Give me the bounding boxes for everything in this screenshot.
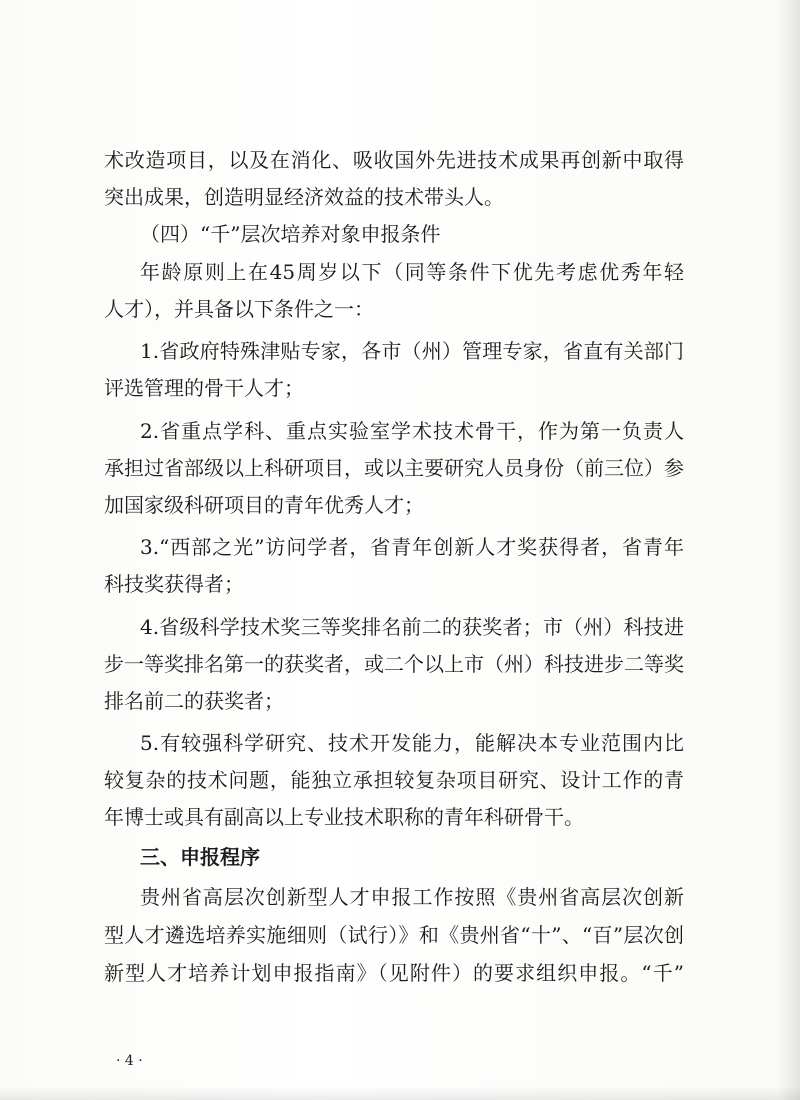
body-line: 排名前二的获奖者；: [104, 689, 284, 713]
page-edge-shadow: [778, 0, 800, 1100]
body-line: 人才），并具备以下条件之一：: [104, 297, 374, 321]
body-line: 突出成果，创造明显经济效益的技术带头人。: [104, 185, 504, 209]
list-item-1: 1.省政府特殊津贴专家，各市（州）管理专家，省直有关部门: [140, 339, 684, 363]
body-line: 加国家级科研项目的青年优秀人才；: [104, 493, 424, 517]
page-bottom-shadow: [0, 1086, 800, 1100]
list-item-4: 4.省级科学技术奖三等奖排名前二的获奖者；市（州）科技进: [140, 615, 684, 639]
section-heading: （四）“千”层次培养对象申报条件: [140, 222, 441, 246]
body-line: 年博士或具有副高以上专业技术职称的青年科研骨干。: [104, 805, 584, 829]
list-item-5: 5.有较强科学研究、技术开发能力，能解决本专业范围内比: [140, 731, 684, 755]
body-line: 年龄原则上在45周岁以下（同等条件下优先考虑优秀年轻: [140, 260, 684, 284]
body-line: 新型人才培养计划申报指南》（见附件）的要求组织申报。“千”: [104, 961, 684, 985]
body-line: 承担过省部级以上科研项目，或以主要研究人员身份（前三位）参: [104, 456, 684, 480]
section-heading-procedure: 三、申报程序: [140, 845, 260, 869]
page-number: · 4 ·: [116, 1053, 143, 1069]
list-item-2: 2.省重点学科、重点实验室学术技术骨干，作为第一负责人: [140, 419, 684, 443]
body-line: 科技奖获得者；: [104, 572, 244, 596]
body-line: 贵州省高层次创新型人才申报工作按照《贵州省高层次创新: [140, 885, 684, 909]
body-line: 术改造项目，以及在消化、吸收国外先进技术成果再创新中取得: [104, 148, 684, 172]
body-line: 步一等奖排名第一的获奖者，或二个以上市（州）科技进步二等奖: [104, 652, 684, 676]
body-line: 型人才遴选培养实施细则（试行）》和《贵州省“十”、“百”层次创: [104, 923, 684, 947]
body-line: 评选管理的骨干人才；: [104, 376, 304, 400]
body-line: 较复杂的技术问题，能独立承担较复杂项目研究、设计工作的青: [104, 768, 684, 792]
list-item-3: 3.“西部之光”访问学者，省青年创新人才奖获得者，省青年: [140, 535, 684, 559]
